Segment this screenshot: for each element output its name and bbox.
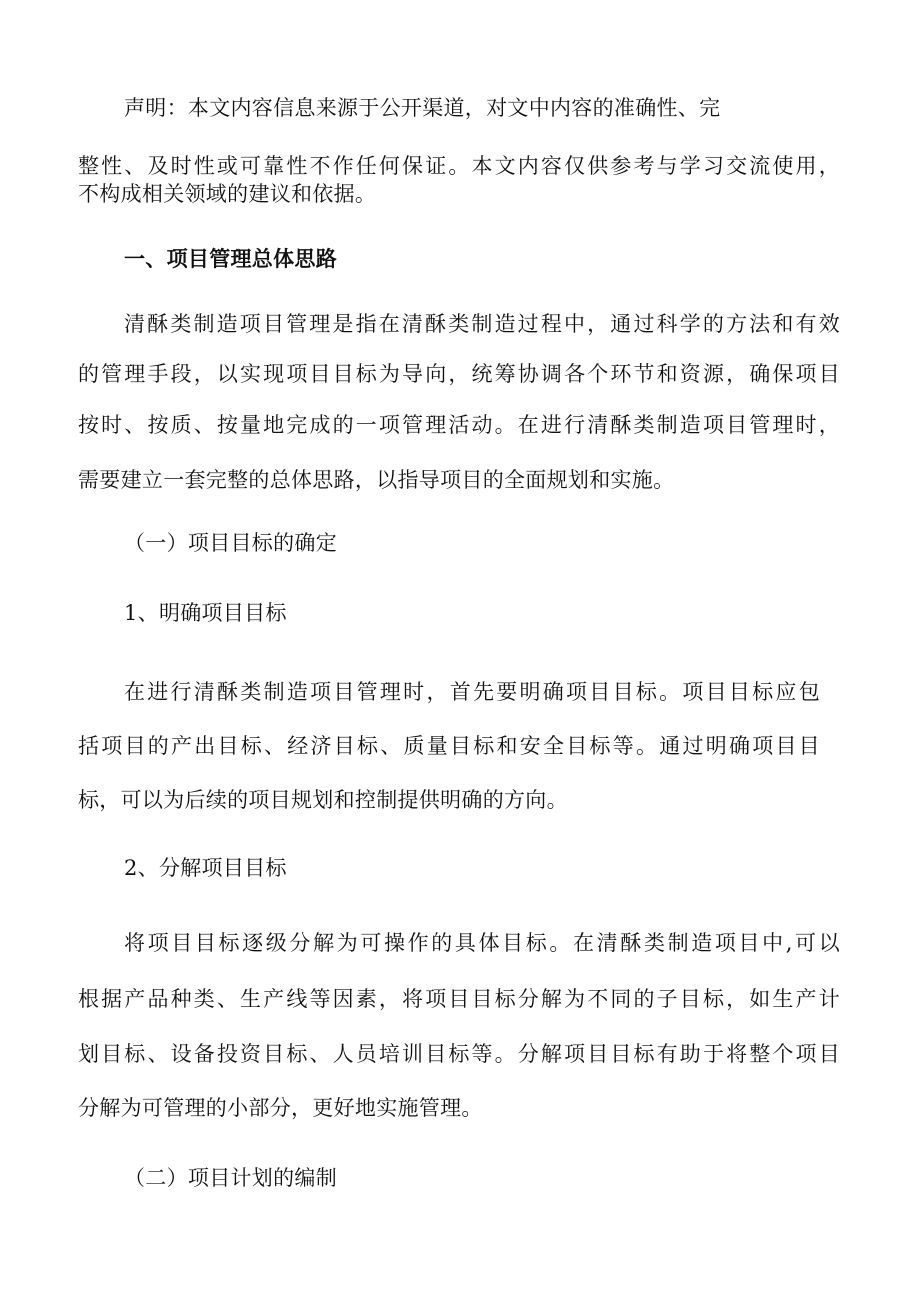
item1-line-3: 标，可以为后续的项目规划和控制提供明确的方向。 [78,788,568,812]
disclaimer-line-2: 整性、及时性或可靠性不作任何保证。本文内容仅供参考与学习交流使用， [78,154,840,178]
item1-line-2: 括项目的产出目标、经济目标、质量目标和安全目标等。通过明确项目目 [78,734,820,758]
item1-line-1: 在进行清酥类制造项目管理时，首先要明确项目目标。项目目标应包 [124,680,820,704]
intro-line-2: 的管理手段，以实现项目目标为导向，统筹协调各个环节和资源，确保项目 [78,362,840,386]
disclaimer-line-3: 不构成相关领域的建议和依据。 [78,182,377,206]
intro-line-4: 需要建立一套完整的总体思路，以指导项目的全面规划和实施。 [78,468,675,492]
disclaimer-line-1: 声明：本文内容信息来源于公开渠道，对文中内容的准确性、完 [124,96,721,120]
item2-line-2: 根据产品种类、生产线等因素，将项目目标分解为不同的子目标，如生产计 [78,987,840,1011]
item2-line-1: 将项目目标逐级分解为可操作的具体目标。在清酥类制造项目中,可以 [124,931,840,955]
subsection-heading-2: （二）项目计划的编制 [124,1166,337,1190]
section-heading: 一、项目管理总体思路 [124,246,337,271]
intro-line-1: 清酥类制造项目管理是指在清酥类制造过程中，通过科学的方法和有效 [124,312,840,336]
item-heading-1: 1、明确项目目标 [124,601,287,625]
item2-line-4: 分解为可管理的小部分，更好地实施管理。 [78,1096,483,1120]
subsection-heading-1: （一）项目目标的确定 [124,531,337,555]
item-heading-2: 2、分解项目目标 [124,856,287,880]
item2-line-3: 划目标、设备投资目标、人员培训目标等。分解项目目标有助于将整个项目 [78,1042,840,1066]
intro-line-3: 按时、按质、按量地完成的一项管理活动。在进行清酥类制造项目管理时， [78,413,840,437]
